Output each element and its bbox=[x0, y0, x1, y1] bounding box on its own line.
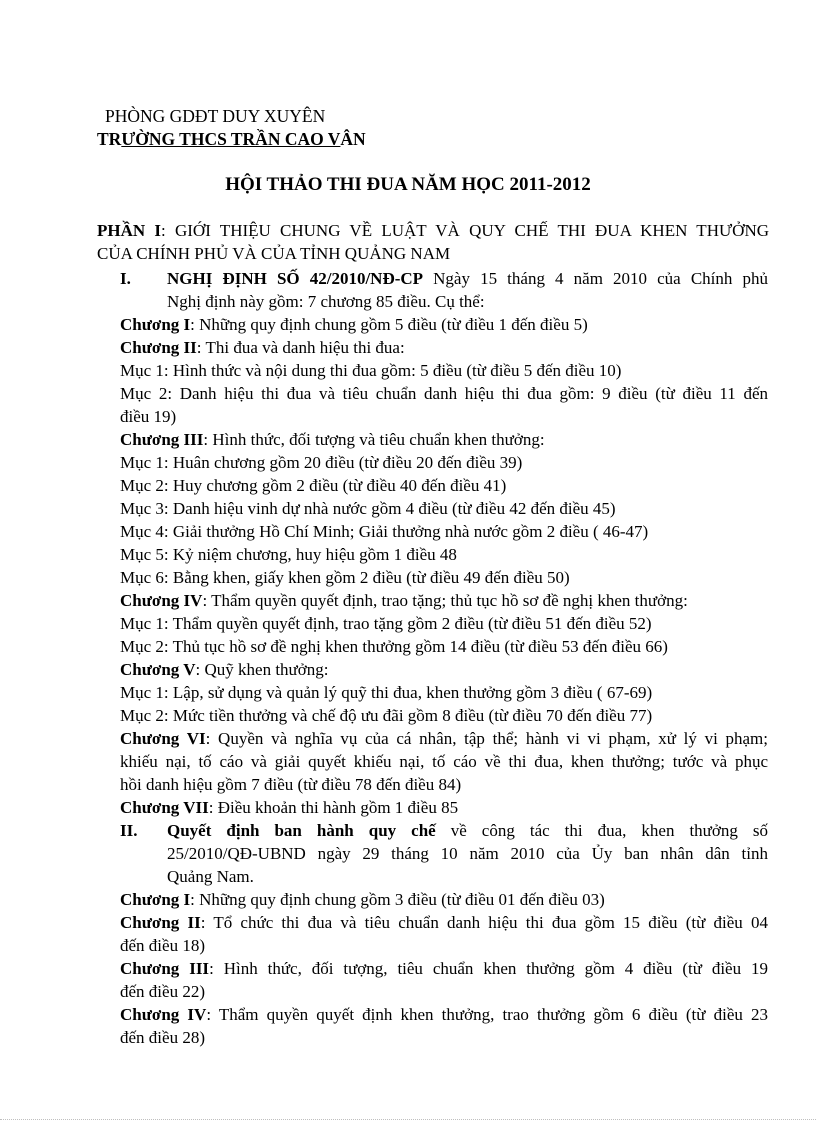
s1-chapter-7: Chương VII: Điều khoản thi hành gồm 1 điều 85 bbox=[120, 798, 459, 817]
s1-ch4-item-2: Mục 2: Thủ tục hồ sơ đề nghị khen thưởng gồm 14 điều (từ điều 53 đến điều 66) bbox=[120, 637, 668, 656]
s1-ch3-item-1: Mục 1: Huân chương gồm 20 điều (từ điều 20 đến điều 39) bbox=[120, 453, 523, 472]
department-name: PHÒNG GDĐT DUY XUYÊN bbox=[105, 106, 326, 126]
s1-ch3-item-6: Mục 6: Bằng khen, giấy khen gồm 2 điều (từ điều 49 đến điều 50) bbox=[120, 568, 570, 587]
s1-chapter-5: Chương V: Quỹ khen thưởng: bbox=[120, 660, 329, 679]
s1-ch2-item-2-cont: điều 19) bbox=[120, 407, 177, 426]
s1-ch3-item-2: Mục 2: Huy chương gồm 2 điều (từ điều 40 đến điều 41) bbox=[120, 476, 507, 495]
section-2-heading: Quyết định ban hành quy chế về công tác thi đua, khen thưởng số bbox=[167, 821, 769, 840]
s1-chapter-2: Chương II: Thi đua và danh hiệu thi đua: bbox=[120, 338, 405, 357]
section-1-heading: NGHỊ ĐỊNH SỐ 42/2010/NĐ-CP Ngày 15 tháng 4 năm 2010 của Chính phủ bbox=[167, 269, 768, 288]
s1-ch5-item-2: Mục 2: Mức tiền thưởng và chế độ ưu đãi gồm 8 điều (từ điều 70 đến điều 77) bbox=[120, 706, 653, 725]
s2-chapter-2-cont: đến điều 18) bbox=[120, 936, 205, 955]
section-2-heading-cont-2: Quảng Nam. bbox=[167, 867, 254, 886]
page-bottom-border bbox=[0, 1119, 816, 1120]
section-numeral-2: II. bbox=[120, 821, 138, 840]
s2-chapter-4-cont: đến điều 28) bbox=[120, 1028, 205, 1047]
s1-ch2-item-2: Mục 2: Danh hiệu thi đua và tiêu chuẩn danh hiệu thi đua gồm: 9 điều (từ điều 11 đến bbox=[120, 384, 768, 403]
s1-ch3-item-4: Mục 4: Giải thưởng Hồ Chí Minh; Giải thưởng nhà nước gồm 2 điều ( 46-47) bbox=[120, 522, 649, 541]
s2-chapter-3-cont: đến điều 22) bbox=[120, 982, 205, 1001]
school-name: TRƯỜNG THCS TRẦN CAO VÂN bbox=[97, 129, 366, 149]
s1-chapter-6-cont-2: hồi danh hiệu gồm 7 điều (từ điều 78 đến điều 84) bbox=[120, 775, 462, 794]
s1-ch4-item-1: Mục 1: Thẩm quyền quyết định, trao tặng gồm 2 điều (từ điều 51 đến điều 52) bbox=[120, 614, 652, 633]
section-2-heading-cont-1: 25/2010/QĐ-UBND ngày 29 tháng 10 năm 2010 của Ủy ban nhân dân tỉnh bbox=[167, 844, 768, 863]
s1-chapter-6-cont-1: khiếu nại, tố cáo và giải quyết khiếu nại, tố cáo về thi đua, khen thưởng; tước và phục bbox=[120, 752, 768, 771]
s2-chapter-3: Chương III: Hình thức, đối tượng, tiêu chuẩn khen thưởng gồm 4 điều (từ điều 19 bbox=[120, 959, 768, 978]
section-1-summary: Nghị định này gồm: 7 chương 85 điều. Cụ thể: bbox=[167, 292, 485, 311]
s1-ch3-item-3: Mục 3: Danh hiệu vinh dự nhà nước gồm 4 điều (từ điều 42 đến điều 45) bbox=[120, 499, 616, 518]
s2-chapter-1: Chương I: Những quy định chung gồm 3 điều (từ điều 01 đến điều 03) bbox=[120, 890, 605, 909]
s2-chapter-2: Chương II: Tổ chức thi đua và tiêu chuẩn danh hiệu thi đua gồm 15 điều (từ điều 04 bbox=[120, 913, 768, 932]
s1-chapter-1: Chương I: Những quy định chung gồm 5 điều (từ điều 1 đến điều 5) bbox=[120, 315, 588, 334]
s1-chapter-4: Chương IV: Thẩm quyền quyết định, trao tặng; thủ tục hồ sơ đề nghị khen thưởng: bbox=[120, 591, 688, 610]
s1-chapter-6: Chương VI: Quyền và nghĩa vụ của cá nhân, tập thể; hành vi vi phạm, xử lý vi phạm; bbox=[120, 729, 768, 748]
s1-ch5-item-1: Mục 1: Lập, sử dụng và quản lý quỹ thi đua, khen thưởng gồm 3 điều ( 67-69) bbox=[120, 683, 653, 702]
document-title: HỘI THẢO THI ĐUA NĂM HỌC 2011-2012 bbox=[225, 174, 591, 195]
s1-ch3-item-5: Mục 5: Kỷ niệm chương, huy hiệu gồm 1 điều 48 bbox=[120, 545, 457, 564]
section-numeral-1: I. bbox=[120, 269, 131, 288]
part-heading-line-2: CỦA CHÍNH PHỦ VÀ CỦA TỈNH QUẢNG NAM bbox=[97, 244, 451, 263]
s1-chapter-3: Chương III: Hình thức, đối tượng và tiêu chuẩn khen thưởng: bbox=[120, 430, 545, 449]
s2-chapter-4: Chương IV: Thẩm quyền quyết định khen thưởng, trao thưởng gồm 6 điều (từ điều 23 bbox=[120, 1005, 768, 1024]
part-heading-line-1: PHẦN I: GIỚI THIỆU CHUNG VỀ LUẬT VÀ QUY CHẾ THI ĐUA KHEN THƯỞNG bbox=[97, 221, 769, 240]
s1-ch2-item-1: Mục 1: Hình thức và nội dung thi đua gồm: 5 điều (từ điều 5 đến điều 10) bbox=[120, 361, 622, 380]
